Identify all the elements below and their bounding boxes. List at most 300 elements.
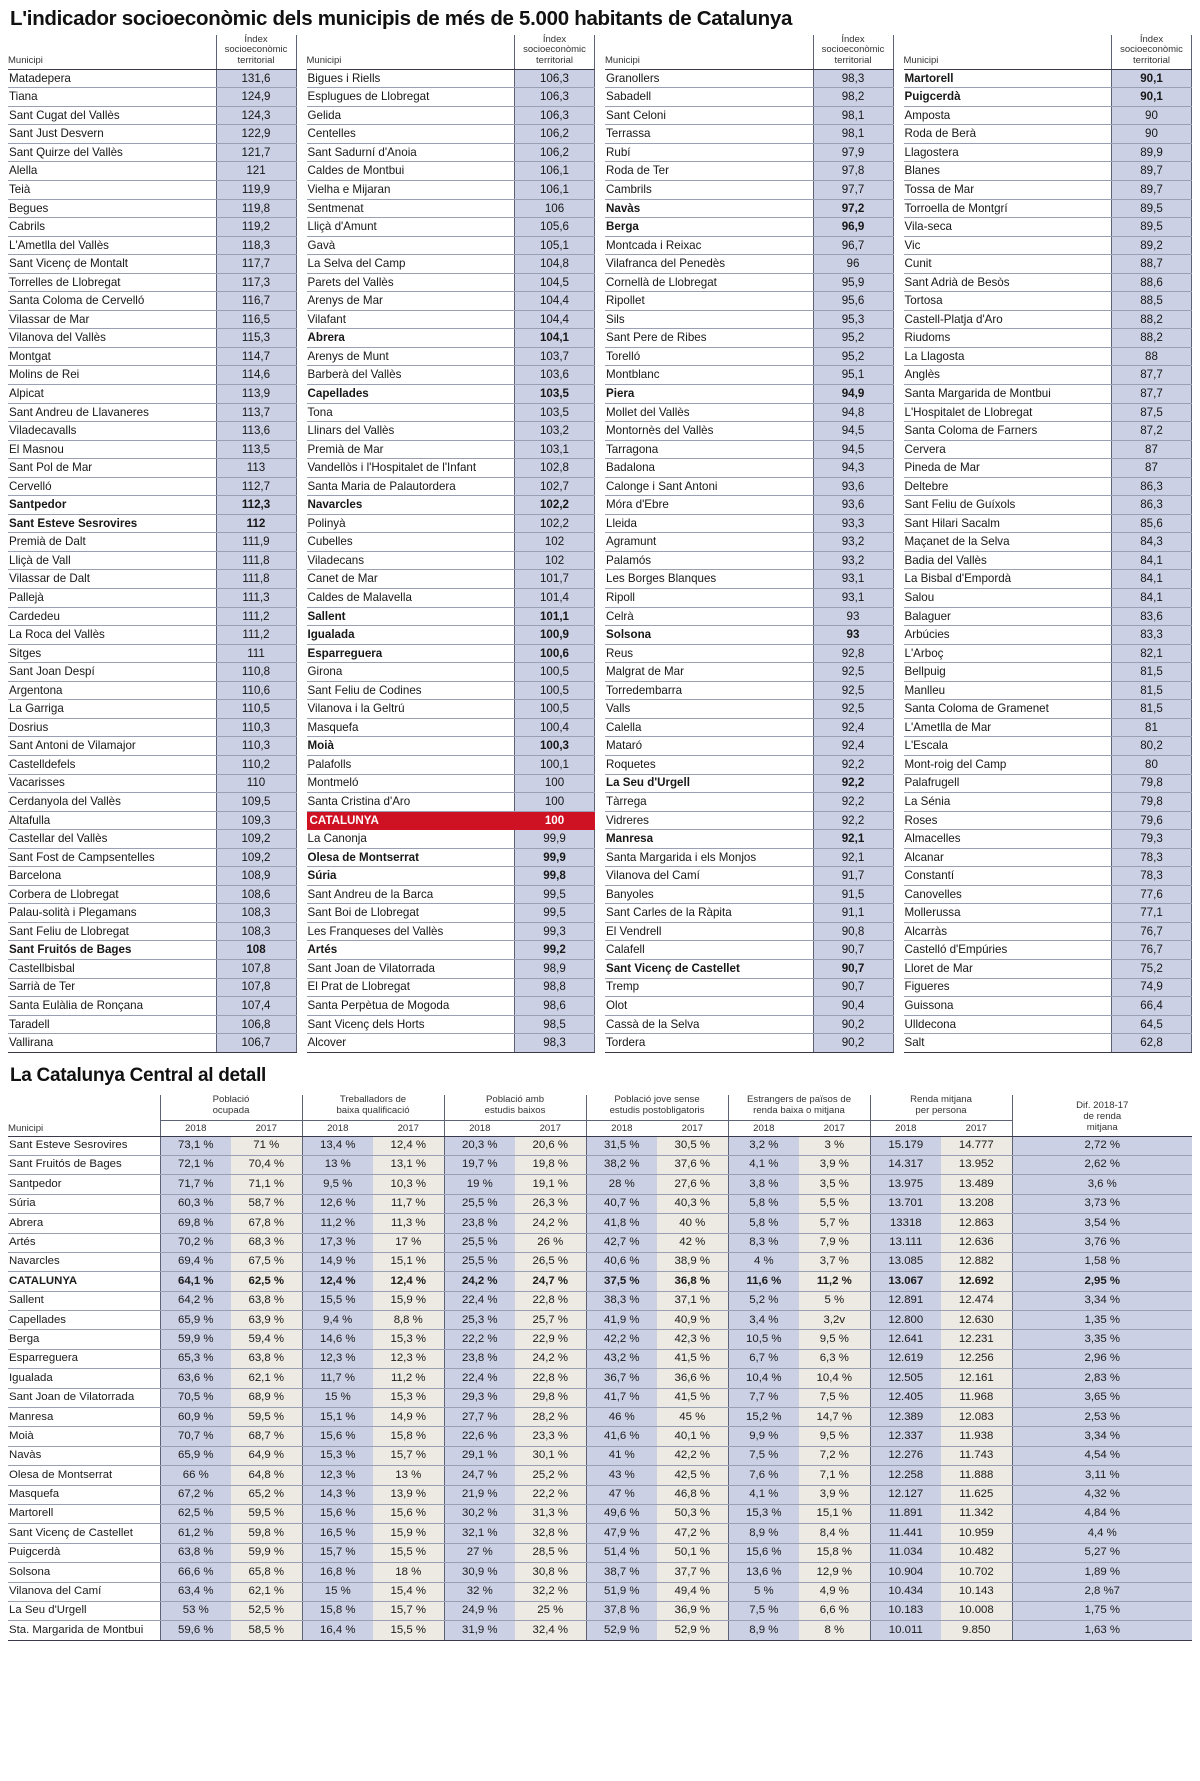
table-row <box>307 477 595 496</box>
table-row <box>307 885 595 904</box>
socioeconomic-index-value: 111,2 <box>216 626 296 645</box>
municipality-name: Mataró <box>605 737 813 756</box>
socioeconomic-index-value: 92,1 <box>813 830 893 849</box>
detail-value: 24,2 % <box>515 1214 586 1233</box>
table-row <box>307 644 595 663</box>
municipality-name: Sant Joan de Vilatorrada <box>307 959 515 978</box>
table-row <box>8 959 296 978</box>
table-row <box>904 830 1192 849</box>
table-row <box>8 1601 1192 1620</box>
detail-value: 29,8 % <box>515 1388 586 1407</box>
municipality-name: Arenys de Munt <box>307 347 515 366</box>
detail-value: 22,2 % <box>515 1485 586 1504</box>
socioeconomic-index-value: 98,5 <box>515 1015 595 1034</box>
socioeconomic-index-value: 90,8 <box>813 922 893 941</box>
detail-value: 29,1 % <box>444 1446 515 1465</box>
table-row <box>904 236 1192 255</box>
table-row <box>307 273 595 292</box>
table-row <box>8 1194 1192 1213</box>
socioeconomic-index-value: 77,6 <box>1112 885 1192 904</box>
detail-value: 13.701 <box>870 1194 941 1213</box>
socioeconomic-index-value: 92,5 <box>813 681 893 700</box>
socioeconomic-index-value: 88,5 <box>1112 292 1192 311</box>
table-row <box>605 755 893 774</box>
table-row <box>8 1504 1192 1523</box>
row-label-catalunya: CATALUNYA <box>307 811 515 830</box>
socioeconomic-index-value: 87,2 <box>1112 422 1192 441</box>
detail-value: 26,3 % <box>515 1194 586 1213</box>
detail-group-header <box>160 1095 302 1120</box>
municipality-name: Olesa de Montserrat <box>307 848 515 867</box>
municipality-name: Calonge i Sant Antoni <box>605 477 813 496</box>
detail-value: 59,9 % <box>160 1330 231 1349</box>
municipality-name: Lliçà de Vall <box>8 551 216 570</box>
table-row <box>904 718 1192 737</box>
detail-value: 3,76 % <box>1012 1233 1192 1252</box>
detail-value: 38,7 % <box>586 1563 657 1582</box>
detail-value: 5,5 % <box>799 1194 870 1213</box>
year-header: 2018 <box>728 1120 799 1136</box>
municipality-name: Cassà de la Selva <box>605 1015 813 1034</box>
table-row <box>904 403 1192 422</box>
detail-value: 4,9 % <box>799 1582 870 1601</box>
table-row <box>8 292 296 311</box>
municipality-name: Sant Feliu de Guíxols <box>904 496 1112 515</box>
socioeconomic-index-value: 89,9 <box>1112 143 1192 162</box>
table-row <box>8 69 296 88</box>
socioeconomic-index-value: 113,7 <box>216 403 296 422</box>
table-row <box>904 273 1192 292</box>
detail-value: 15,8 % <box>373 1427 444 1446</box>
detail-value: 41,8 % <box>586 1214 657 1233</box>
index-header-l1: Índex <box>244 33 268 45</box>
table-row <box>8 1427 1192 1446</box>
table-row <box>8 737 296 756</box>
index-header-l3: territorial <box>536 54 573 66</box>
municipality-name: Vallirana <box>8 1034 216 1053</box>
municipality-name: Cervera <box>904 440 1112 459</box>
column-header-municipi: Municipi <box>8 35 216 70</box>
municipality-name: Tremp <box>605 978 813 997</box>
detail-value: 10.959 <box>941 1524 1012 1543</box>
table-row <box>8 162 296 181</box>
detail-value: 25,5 % <box>444 1233 515 1252</box>
detail-value: 11.888 <box>941 1466 1012 1485</box>
table-row <box>307 236 595 255</box>
detail-value: 65,8 % <box>231 1563 302 1582</box>
municipality-name: Constantí <box>904 867 1112 886</box>
detail-value: 59,5 % <box>231 1408 302 1427</box>
municipality-name: Sant Sadurní d'Anoia <box>307 143 515 162</box>
detail-value: 37,1 % <box>657 1291 728 1310</box>
municipality-name: Moià <box>8 1427 160 1446</box>
detail-value: 10.011 <box>870 1621 941 1640</box>
page-title: L'indicador socioeconòmic dels municipis de més de 5.000 habitants de Catalunya <box>10 7 793 30</box>
socioeconomic-index-value: 95,2 <box>813 329 893 348</box>
detail-value: 12.337 <box>870 1427 941 1446</box>
detail-value: 9,5 % <box>302 1175 373 1194</box>
detail-value: 10.183 <box>870 1601 941 1620</box>
table-row <box>605 626 893 645</box>
socioeconomic-index-value: 93,3 <box>813 514 893 533</box>
detail-value: 12,6 % <box>302 1194 373 1213</box>
municipality-name: Viladecavalls <box>8 422 216 441</box>
detail-value: 66,6 % <box>160 1563 231 1582</box>
detail-value: 62,1 % <box>231 1582 302 1601</box>
detail-value: 42,3 % <box>657 1330 728 1349</box>
socioeconomic-index-value: 109,2 <box>216 830 296 849</box>
table-row <box>904 978 1192 997</box>
municipality-name: Cervelló <box>8 477 216 496</box>
table-row <box>605 162 893 181</box>
municipality-name: Cunit <box>904 255 1112 274</box>
municipality-name: Ripollet <box>605 292 813 311</box>
detail-value: 13.489 <box>941 1175 1012 1194</box>
table-row <box>8 885 296 904</box>
table-row <box>307 626 595 645</box>
detail-value: 63,8 % <box>231 1349 302 1368</box>
table-row <box>8 607 296 626</box>
socioeconomic-index-value: 104,8 <box>515 255 595 274</box>
detail-value: 14,9 % <box>302 1252 373 1271</box>
table-row <box>8 997 296 1016</box>
socioeconomic-index-value: 100,3 <box>515 737 595 756</box>
socioeconomic-index-value: 93 <box>813 626 893 645</box>
table-row <box>904 106 1192 125</box>
detail-value: 32,2 % <box>515 1582 586 1601</box>
municipality-name: Torredembarra <box>605 681 813 700</box>
detail-value: 12,4 % <box>302 1272 373 1291</box>
socioeconomic-index-value: 121 <box>216 162 296 181</box>
socioeconomic-index-value: 90,2 <box>813 1034 893 1053</box>
socioeconomic-index-value: 81 <box>1112 718 1192 737</box>
table-row <box>8 403 296 422</box>
socioeconomic-index-value: 110,8 <box>216 663 296 682</box>
table-row <box>307 904 595 923</box>
municipality-name: Piera <box>605 385 813 404</box>
municipality-name: Gelida <box>307 106 515 125</box>
group-label-l2: renda baixa o mitjana <box>753 1104 845 1116</box>
municipality-name: Lloret de Mar <box>904 959 1112 978</box>
table-row <box>605 347 893 366</box>
header-spacer <box>8 1095 160 1120</box>
table-row <box>904 848 1192 867</box>
socioeconomic-index-value: 92,1 <box>813 848 893 867</box>
table-row <box>307 106 595 125</box>
socioeconomic-index-value: 84,3 <box>1112 533 1192 552</box>
table-row <box>605 570 893 589</box>
municipality-name: Torroella de Montgrí <box>904 199 1112 218</box>
detail-value: 8 % <box>799 1621 870 1640</box>
municipality-name: Arenys de Mar <box>307 292 515 311</box>
detail-value: 36,9 % <box>657 1601 728 1620</box>
table-row <box>8 1466 1192 1485</box>
municipality-name: Vandellòs i l'Hospitalet de l'Infant <box>307 459 515 478</box>
detail-value: 12,3 % <box>302 1349 373 1368</box>
socioeconomic-index-value: 109,5 <box>216 793 296 812</box>
municipality-name: Roses <box>904 811 1112 830</box>
municipality-name: Sant Fost de Campsentelles <box>8 848 216 867</box>
socioeconomic-index-value: 96,9 <box>813 218 893 237</box>
table-row <box>8 1272 1192 1291</box>
index-column-group <box>605 35 904 1053</box>
socioeconomic-index-value: 77,1 <box>1112 904 1192 923</box>
detail-value: 41,7 % <box>586 1388 657 1407</box>
socioeconomic-index-value: 99,9 <box>515 830 595 849</box>
detail-value: 13318 <box>870 1214 941 1233</box>
detail-value: 12.258 <box>870 1466 941 1485</box>
table-row <box>307 663 595 682</box>
detail-value: 25,7 % <box>515 1311 586 1330</box>
municipality-name: Arbúcies <box>904 626 1112 645</box>
socioeconomic-index-value: 79,8 <box>1112 793 1192 812</box>
table-row <box>307 1015 595 1034</box>
table-row <box>8 255 296 274</box>
detail-value: 11.034 <box>870 1543 941 1562</box>
municipality-name: Palafrugell <box>904 774 1112 793</box>
detail-value: 15,5 % <box>302 1291 373 1310</box>
socioeconomic-index-value: 99,9 <box>515 848 595 867</box>
municipality-name: Teià <box>8 181 216 200</box>
detail-header-groups <box>8 1095 1192 1120</box>
detail-value: 2,83 % <box>1012 1369 1192 1388</box>
socioeconomic-index-value: 106,7 <box>216 1034 296 1053</box>
municipality-name: Sant Vicenç de Castellet <box>605 959 813 978</box>
table-row <box>8 570 296 589</box>
socioeconomic-index-value: 111,8 <box>216 551 296 570</box>
detail-value: 14.777 <box>941 1136 1012 1155</box>
socioeconomic-index-value: 102,8 <box>515 459 595 478</box>
detail-value: 63,4 % <box>160 1582 231 1601</box>
socioeconomic-index-value: 98,3 <box>813 69 893 88</box>
socioeconomic-index-value: 89,7 <box>1112 162 1192 181</box>
municipality-name: Sils <box>605 310 813 329</box>
year-header: 2017 <box>941 1120 1012 1136</box>
table-row <box>8 663 296 682</box>
socioeconomic-index-value: 101,1 <box>515 607 595 626</box>
table-row <box>8 1175 1192 1194</box>
socioeconomic-index-value: 108 <box>216 941 296 960</box>
detail-value: 63,9 % <box>231 1311 302 1330</box>
detail-value: 31,5 % <box>586 1136 657 1155</box>
table-row <box>904 385 1192 404</box>
table-row <box>307 292 595 311</box>
detail-value: 11.938 <box>941 1427 1012 1446</box>
detail-value: 10.482 <box>941 1543 1012 1562</box>
municipality-name: Mollerussa <box>904 904 1112 923</box>
table-row <box>307 922 595 941</box>
table-row <box>904 904 1192 923</box>
column-header-index <box>813 35 893 70</box>
table-row <box>8 1291 1192 1310</box>
socioeconomic-index-value: 102,2 <box>515 496 595 515</box>
socioeconomic-index-value: 102 <box>515 551 595 570</box>
municipality-name: Salou <box>904 589 1112 608</box>
detail-value: 15,2 % <box>728 1408 799 1427</box>
detail-value: 11,7 % <box>302 1369 373 1388</box>
table-row <box>904 551 1192 570</box>
table-row <box>8 329 296 348</box>
detail-value: 41 % <box>586 1446 657 1465</box>
detail-value: 11.342 <box>941 1504 1012 1523</box>
socioeconomic-index-value: 111,8 <box>216 570 296 589</box>
socioeconomic-index-value: 106 <box>515 199 595 218</box>
table-row <box>904 199 1192 218</box>
index-header-l3: territorial <box>1133 54 1170 66</box>
municipality-name: Sant Hilari Sacalm <box>904 514 1112 533</box>
municipality-name: Barberà del Vallès <box>307 366 515 385</box>
detail-value: 9,5 % <box>799 1330 870 1349</box>
detail-value: 46,8 % <box>657 1485 728 1504</box>
socioeconomic-index-value: 97,8 <box>813 162 893 181</box>
socioeconomic-index-value: 88,2 <box>1112 329 1192 348</box>
municipality-name: Palafolls <box>307 755 515 774</box>
table-row <box>904 514 1192 533</box>
table-row <box>904 626 1192 645</box>
municipality-name: Tàrrega <box>605 793 813 812</box>
detail-value: 15,6 % <box>728 1543 799 1562</box>
detail-value: 40,1 % <box>657 1427 728 1446</box>
detail-value: 59,9 % <box>231 1543 302 1562</box>
detail-value: 10,4 % <box>728 1369 799 1388</box>
municipality-name: Manresa <box>8 1408 160 1427</box>
table-row <box>8 533 296 552</box>
socioeconomic-index-value: 78,3 <box>1112 867 1192 886</box>
detail-value: 12.083 <box>941 1408 1012 1427</box>
detail-value: 63,8 % <box>160 1543 231 1562</box>
table-row <box>307 700 595 719</box>
socioeconomic-index-value: 93,1 <box>813 589 893 608</box>
detail-value: 3 % <box>799 1136 870 1155</box>
table-row <box>605 125 893 144</box>
detail-value: 53 % <box>160 1601 231 1620</box>
detail-value: 5 % <box>728 1582 799 1601</box>
table-row <box>605 830 893 849</box>
socioeconomic-index-value: 106,2 <box>515 143 595 162</box>
socioeconomic-index-value: 95,3 <box>813 310 893 329</box>
detail-value: 37,7 % <box>657 1563 728 1582</box>
column-header-index <box>515 35 595 70</box>
table-row <box>904 422 1192 441</box>
municipality-name: Torelló <box>605 347 813 366</box>
municipality-name: Montcada i Reixac <box>605 236 813 255</box>
table-row <box>605 737 893 756</box>
detail-value: 23,3 % <box>515 1427 586 1446</box>
municipality-name: Figueres <box>904 978 1112 997</box>
municipality-name: Banyoles <box>605 885 813 904</box>
socioeconomic-index-value: 83,6 <box>1112 607 1192 626</box>
detail-value: 12,4 % <box>373 1136 444 1155</box>
detail-value: 24,7 % <box>515 1272 586 1291</box>
table-row <box>8 496 296 515</box>
group-label-l2: baixa qualificació <box>336 1104 410 1116</box>
detail-value: 42,2 % <box>586 1330 657 1349</box>
detail-value: 11,2 % <box>373 1369 444 1388</box>
municipality-name: Abrera <box>8 1214 160 1233</box>
detail-value: 2,96 % <box>1012 1349 1192 1368</box>
detail-value: 15 % <box>302 1388 373 1407</box>
municipality-name: Vilassar de Dalt <box>8 570 216 589</box>
detail-value: 25,2 % <box>515 1466 586 1485</box>
municipality-name: Santa Perpètua de Mogoda <box>307 997 515 1016</box>
detail-value: 7,5 % <box>728 1601 799 1620</box>
detail-value: 36,8 % <box>657 1272 728 1291</box>
municipality-name: Les Borges Blanques <box>605 570 813 589</box>
detail-value: 30,1 % <box>515 1446 586 1465</box>
detail-value: 27 % <box>444 1543 515 1562</box>
detail-value: 2,95 % <box>1012 1272 1192 1291</box>
detail-value: 4,4 % <box>1012 1524 1192 1543</box>
detail-value: 13,4 % <box>302 1136 373 1155</box>
table-row <box>307 755 595 774</box>
detail-value: 22,4 % <box>444 1291 515 1310</box>
municipality-name: Pallejà <box>8 589 216 608</box>
table-row <box>307 255 595 274</box>
municipality-name: Altafulla <box>8 811 216 830</box>
table-row <box>904 644 1192 663</box>
detail-value: 8,9 % <box>728 1621 799 1640</box>
detail-value: 68,9 % <box>231 1388 302 1407</box>
municipality-name: Cornellà de Llobregat <box>605 273 813 292</box>
socioeconomic-index-value: 103,5 <box>515 403 595 422</box>
detail-value: 25,3 % <box>444 1311 515 1330</box>
socioeconomic-index-value: 96 <box>813 255 893 274</box>
detail-value: 38,3 % <box>586 1291 657 1310</box>
detail-value: 13.067 <box>870 1272 941 1291</box>
table-row <box>904 774 1192 793</box>
detail-value: 68,3 % <box>231 1233 302 1252</box>
municipality-name: Solsona <box>605 626 813 645</box>
table-row <box>8 793 296 812</box>
municipality-name: Móra d'Ebre <box>605 496 813 515</box>
detail-value: 50,1 % <box>657 1543 728 1562</box>
index-column-group <box>904 35 1193 1053</box>
municipality-name: L'Arboç <box>904 644 1112 663</box>
socioeconomic-index-value: 105,1 <box>515 236 595 255</box>
detail-value: 8,9 % <box>728 1524 799 1543</box>
municipality-name: Montmeló <box>307 774 515 793</box>
socioeconomic-index-value: 103,1 <box>515 440 595 459</box>
detail-value: 13,1 % <box>373 1155 444 1174</box>
socioeconomic-index-value: 110,5 <box>216 700 296 719</box>
table-row <box>307 1034 595 1053</box>
column-header-municipi: Municipi <box>904 35 1112 70</box>
socioeconomic-index-value: 114,6 <box>216 366 296 385</box>
municipality-name: Roda de Berà <box>904 125 1112 144</box>
table-row <box>904 755 1192 774</box>
municipality-name: Sant Adrià de Besòs <box>904 273 1112 292</box>
detail-value: 11,3 % <box>373 1214 444 1233</box>
socioeconomic-index-value: 95,1 <box>813 366 893 385</box>
socioeconomic-index-value: 119,8 <box>216 199 296 218</box>
detail-value: 42,2 % <box>657 1446 728 1465</box>
municipality-name: Sant Pol de Mar <box>8 459 216 478</box>
detail-value: 28,2 % <box>515 1408 586 1427</box>
detail-value: 14,9 % <box>373 1408 444 1427</box>
detail-value: 19 % <box>444 1175 515 1194</box>
detail-value: 25,5 % <box>444 1252 515 1271</box>
table-row <box>8 236 296 255</box>
detail-value: 25 % <box>515 1601 586 1620</box>
detail-value: 19,7 % <box>444 1155 515 1174</box>
table-row <box>307 867 595 886</box>
group-label-l1: Treballadors de <box>339 1093 407 1105</box>
table-row <box>904 477 1192 496</box>
table-row <box>8 589 296 608</box>
table-row <box>8 700 296 719</box>
municipality-name: Castell-Platja d'Aro <box>904 310 1112 329</box>
detail-value: 8,4 % <box>799 1524 870 1543</box>
